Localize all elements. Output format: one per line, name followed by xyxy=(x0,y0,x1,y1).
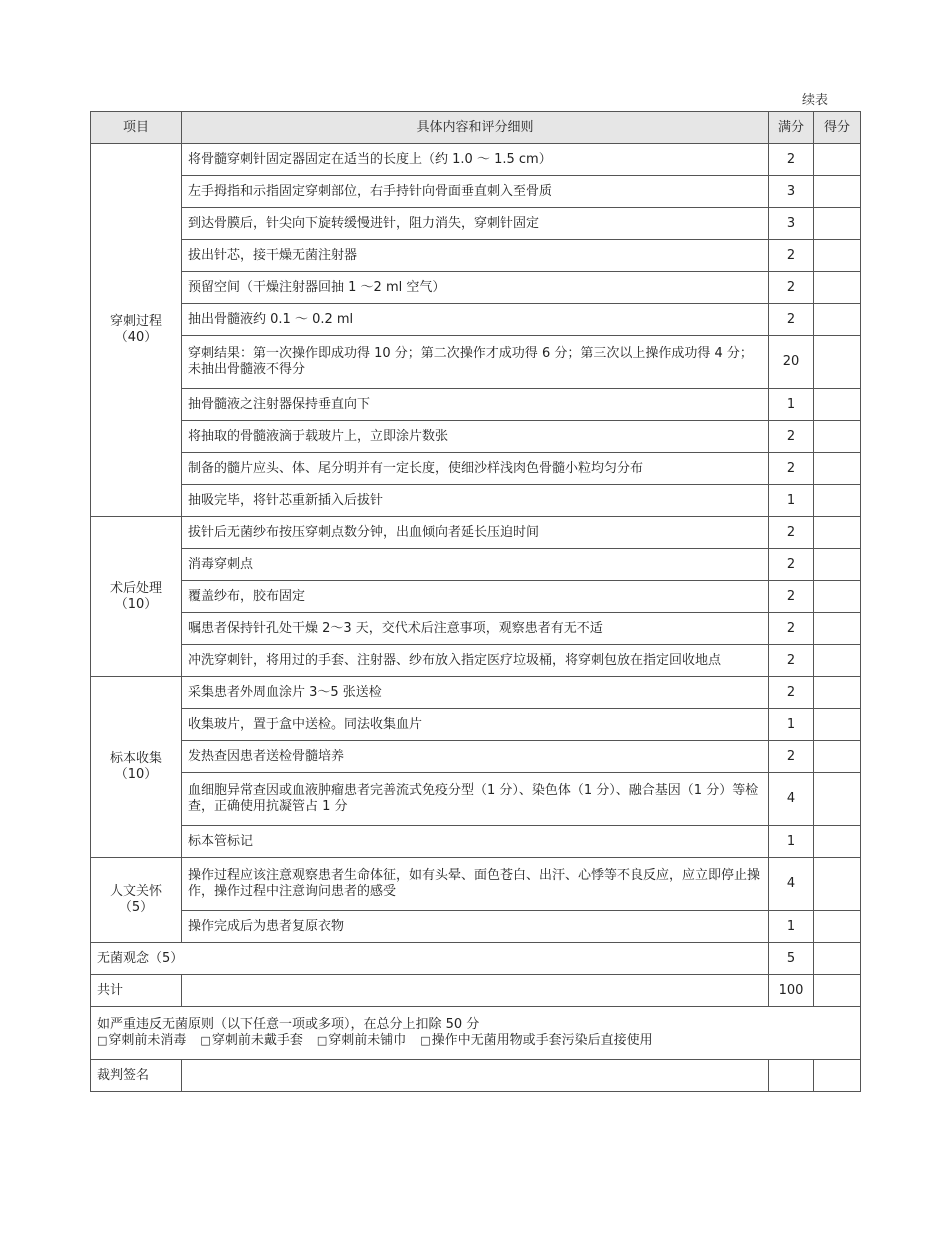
score-input-cell[interactable] xyxy=(814,304,861,336)
total-score-input[interactable] xyxy=(814,975,861,1007)
item-detail: 标本管标记 xyxy=(182,826,769,858)
full-score-cell: 1 xyxy=(769,389,814,421)
full-score-cell: 2 xyxy=(769,549,814,581)
penalty-row xyxy=(91,1007,861,1060)
penalty-option[interactable] xyxy=(420,1033,652,1048)
item-detail: 嘱患者保持针孔处干燥 2～3 天，交代术后注意事项，观察患者有无不适 xyxy=(182,613,769,645)
full-score-cell: 2 xyxy=(769,741,814,773)
penalty-option-label: 穿刺前未戴手套 xyxy=(211,1033,303,1048)
full-score-cell: 2 xyxy=(769,613,814,645)
checkbox-icon[interactable]: □ xyxy=(420,1034,431,1047)
table-row xyxy=(91,240,861,272)
score-input-cell[interactable] xyxy=(814,336,861,389)
item-detail: 穿刺结果：第一次操作即成功得 10 分；第二次操作才成功得 6 分；第三次以上操作成功得 4 分；未抽出骨髓液不得分 xyxy=(182,336,769,389)
full-score-cell: 4 xyxy=(769,858,814,911)
checkbox-icon[interactable]: □ xyxy=(200,1034,211,1047)
score-input-cell[interactable] xyxy=(814,677,861,709)
table-row xyxy=(91,858,861,911)
full-score-cell: 3 xyxy=(769,176,814,208)
total-row xyxy=(91,975,861,1007)
item-detail: 左手拇指和示指固定穿刺部位，右手持针向骨面垂直刺入至骨质 xyxy=(182,176,769,208)
table-row xyxy=(91,453,861,485)
item-detail: 预留空间（干燥注射器回抽 1 ～2 ml 空气） xyxy=(182,272,769,304)
full-score-cell: 1 xyxy=(769,709,814,741)
checkbox-icon[interactable]: □ xyxy=(97,1034,108,1047)
penalty-options xyxy=(97,1033,854,1049)
score-input-cell[interactable] xyxy=(814,144,861,176)
full-score-cell: 20 xyxy=(769,336,814,389)
score-input-cell[interactable] xyxy=(814,858,861,911)
item-detail: 发热查因患者送检骨髓培养 xyxy=(182,741,769,773)
full-score-cell: 2 xyxy=(769,517,814,549)
full-score-cell: 2 xyxy=(769,144,814,176)
table-row xyxy=(91,613,861,645)
score-input-cell[interactable] xyxy=(814,272,861,304)
full-score-cell: 2 xyxy=(769,240,814,272)
table-row xyxy=(91,336,861,389)
full-score-cell: 2 xyxy=(769,304,814,336)
score-input-cell[interactable] xyxy=(814,773,861,826)
item-detail: 消毒穿刺点 xyxy=(182,549,769,581)
header-row xyxy=(91,112,861,144)
table-row xyxy=(91,677,861,709)
checkbox-icon[interactable]: □ xyxy=(316,1034,328,1047)
item-detail: 冲洗穿刺针，将用过的手套、注射器、纱布放入指定医疗垃圾桶，将穿刺包放在指定回收地点 xyxy=(182,645,769,677)
full-score-cell: 2 xyxy=(769,677,814,709)
item-detail: 拔出针芯，接干燥无菌注射器 xyxy=(182,240,769,272)
penalty-option[interactable] xyxy=(200,1033,302,1048)
score-input-cell[interactable] xyxy=(814,517,861,549)
full-score-cell: 2 xyxy=(769,645,814,677)
score-input-cell[interactable] xyxy=(814,389,861,421)
item-detail: 抽出骨髓液约 0.1 ～ 0.2 ml xyxy=(182,304,769,336)
continued-label: 续表 xyxy=(802,93,829,108)
header-full-score: 满分 xyxy=(769,112,814,144)
signature-blank-1 xyxy=(769,1060,814,1092)
penalty-option-label: 操作中无菌用物或手套污染后直接使用 xyxy=(431,1033,653,1048)
item-detail: 到达骨膜后，针尖向下旋转缓慢进针，阻力消失，穿刺针固定 xyxy=(182,208,769,240)
full-score-cell: 2 xyxy=(769,421,814,453)
penalty-option-label: 穿刺前未消毒 xyxy=(108,1033,187,1048)
scoring-table xyxy=(90,111,861,1092)
item-detail: 采集患者外周血涂片 3～5 张送检 xyxy=(182,677,769,709)
score-input-cell[interactable] xyxy=(814,709,861,741)
score-input-cell[interactable] xyxy=(814,485,861,517)
table-row xyxy=(91,826,861,858)
signature-row xyxy=(91,1060,861,1092)
score-input-cell[interactable] xyxy=(814,421,861,453)
full-score-cell: 3 xyxy=(769,208,814,240)
table-row xyxy=(91,389,861,421)
full-score-cell: 4 xyxy=(769,773,814,826)
score-input-cell[interactable] xyxy=(814,645,861,677)
table-row xyxy=(91,709,861,741)
item-detail: 抽骨髓液之注射器保持垂直向下 xyxy=(182,389,769,421)
item-detail: 血细胞异常查因或血液肿瘤患者完善流式免疫分型（1 分）、染色体（1 分）、融合基因（1 分）等检查，正确使用抗凝管占 1 分 xyxy=(182,773,769,826)
score-input-cell[interactable] xyxy=(814,741,861,773)
header-score: 得分 xyxy=(814,112,861,144)
score-input-cell[interactable] xyxy=(814,826,861,858)
full-score-cell: 1 xyxy=(769,485,814,517)
score-input-cell[interactable] xyxy=(814,613,861,645)
category-cell: 穿刺过程（40） xyxy=(91,144,182,517)
penalty-option[interactable] xyxy=(317,1033,406,1048)
penalty-cell xyxy=(91,1007,861,1060)
table-body xyxy=(91,144,861,1092)
item-detail: 抽吸完毕，将针芯重新插入后拔针 xyxy=(182,485,769,517)
full-score-cell: 2 xyxy=(769,272,814,304)
full-score-cell: 1 xyxy=(769,911,814,943)
table-row xyxy=(91,517,861,549)
item-detail: 覆盖纱布，胶布固定 xyxy=(182,581,769,613)
signature-input[interactable] xyxy=(182,1060,769,1092)
table-row xyxy=(91,549,861,581)
item-detail: 将抽取的骨髓液滴于载玻片上，立即涂片数张 xyxy=(182,421,769,453)
item-detail: 拔针后无菌纱布按压穿刺点数分钟，出血倾向者延长压迫时间 xyxy=(182,517,769,549)
penalty-option[interactable] xyxy=(97,1033,186,1048)
score-input-cell[interactable] xyxy=(814,581,861,613)
score-input-cell[interactable] xyxy=(814,240,861,272)
aseptic-score-input[interactable] xyxy=(814,943,861,975)
table-row xyxy=(91,421,861,453)
aseptic-label: 无菌观念（5） xyxy=(91,943,769,975)
header-content: 具体内容和评分细则 xyxy=(182,112,769,144)
table-row xyxy=(91,144,861,176)
category-cell: 术后处理（10） xyxy=(91,517,182,677)
total-blank xyxy=(182,975,769,1007)
penalty-text: 如严重违反无菌原则（以下任意一项或多项），在总分上扣除 50 分 xyxy=(97,1017,480,1032)
total-label: 共计 xyxy=(91,975,182,1007)
table-row xyxy=(91,272,861,304)
full-score-cell: 2 xyxy=(769,453,814,485)
item-detail: 操作完成后为患者复原衣物 xyxy=(182,911,769,943)
item-detail: 收集玻片，置于盒中送检。同法收集血片 xyxy=(182,709,769,741)
header-item: 项目 xyxy=(91,112,182,144)
table-row xyxy=(91,304,861,336)
score-input-cell[interactable] xyxy=(814,549,861,581)
signature-blank-2 xyxy=(814,1060,861,1092)
table-row xyxy=(91,645,861,677)
category-cell: 标本收集（10） xyxy=(91,677,182,858)
penalty-option-label: 穿刺前未铺巾 xyxy=(328,1033,407,1048)
table-row xyxy=(91,911,861,943)
signature-label: 裁判签名 xyxy=(91,1060,182,1092)
score-input-cell[interactable] xyxy=(814,208,861,240)
aseptic-row xyxy=(91,943,861,975)
total-full-score: 100 xyxy=(769,975,814,1007)
table-row xyxy=(91,741,861,773)
category-cell: 人文关怀（5） xyxy=(91,858,182,943)
table-row xyxy=(91,208,861,240)
table-row xyxy=(91,176,861,208)
score-input-cell[interactable] xyxy=(814,911,861,943)
item-detail: 制备的髓片应头、体、尾分明并有一定长度，使细沙样浅肉色骨髓小粒均匀分布 xyxy=(182,453,769,485)
full-score-cell: 2 xyxy=(769,581,814,613)
item-detail: 将骨髓穿刺针固定器固定在适当的长度上（约 1.0 ～ 1.5 cm） xyxy=(182,144,769,176)
table-row xyxy=(91,485,861,517)
table-row xyxy=(91,773,861,826)
score-input-cell[interactable] xyxy=(814,176,861,208)
aseptic-full-score: 5 xyxy=(769,943,814,975)
full-score-cell: 1 xyxy=(769,826,814,858)
score-input-cell[interactable] xyxy=(814,453,861,485)
item-detail: 操作过程应该注意观察患者生命体征，如有头晕、面色苍白、出汗、心悸等不良反应，应立即停止操作，操作过程中注意询问患者的感受 xyxy=(182,858,769,911)
table-row xyxy=(91,581,861,613)
